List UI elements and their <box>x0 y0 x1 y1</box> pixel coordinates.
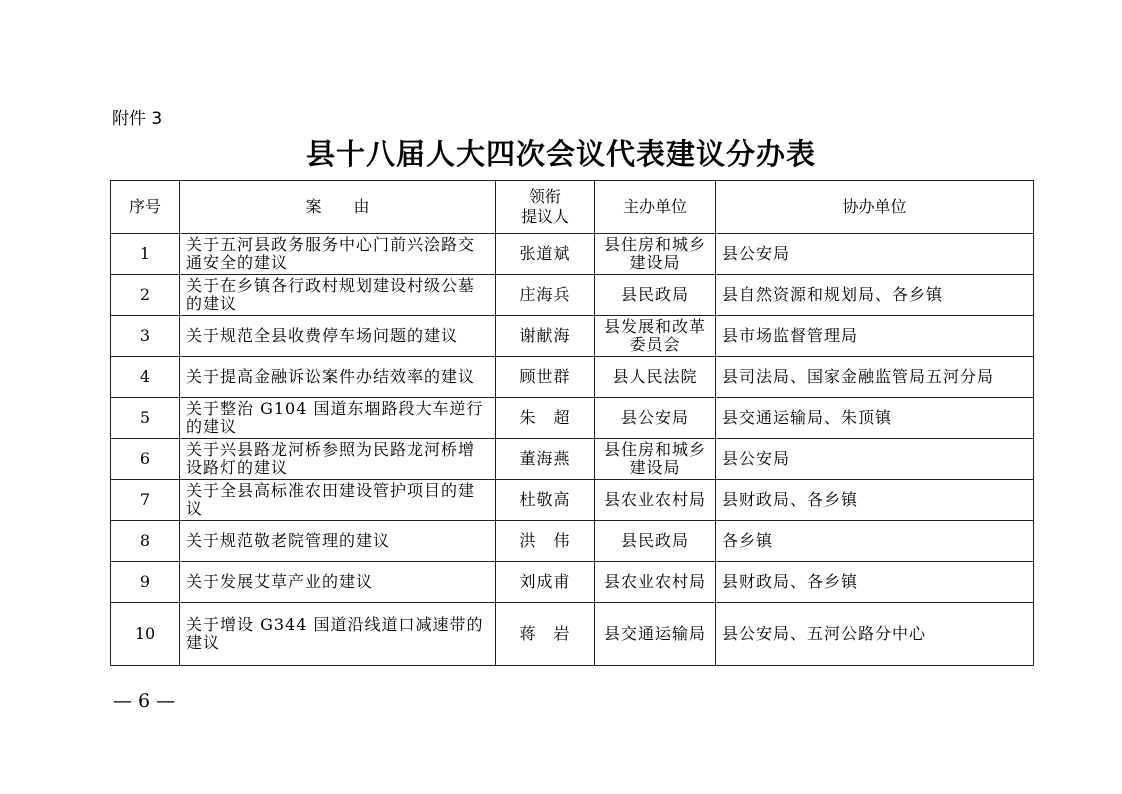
row-no: 5 <box>111 398 180 439</box>
header-assist-unit: 协办单位 <box>716 181 1034 234</box>
row-lead-unit: 县公安局 <box>595 398 716 439</box>
row-proposer: 杜敬高 <box>496 480 595 521</box>
row-assist-unit: 县公安局 <box>716 234 1034 275</box>
row-proposer: 蒋 岩 <box>496 603 595 666</box>
row-reason: 关于增设 G344 国道沿线道口减速带的建议 <box>180 603 496 666</box>
row-proposer: 顾世群 <box>496 357 595 398</box>
row-lead-unit: 县农业农村局 <box>595 480 716 521</box>
table-header-row <box>111 181 1034 234</box>
row-no: 9 <box>111 562 180 603</box>
header-lead-unit: 主办单位 <box>595 181 716 234</box>
row-proposer: 庄海兵 <box>496 275 595 316</box>
row-assist-unit: 各乡镇 <box>716 521 1034 562</box>
table-row <box>111 234 1034 275</box>
row-no: 7 <box>111 480 180 521</box>
row-lead-unit: 县人民法院 <box>595 357 716 398</box>
row-no: 8 <box>111 521 180 562</box>
table-row <box>111 521 1034 562</box>
table-row <box>111 562 1034 603</box>
row-assist-unit: 县司法局、国家金融监管局五河分局 <box>716 357 1034 398</box>
row-proposer: 董海燕 <box>496 439 595 480</box>
row-lead-unit: 县农业农村局 <box>595 562 716 603</box>
row-no: 2 <box>111 275 180 316</box>
row-assist-unit: 县市场监督管理局 <box>716 316 1034 357</box>
header-proposer-line1: 领衔 <box>528 187 561 206</box>
row-lead-unit: 县交通运输局 <box>595 603 716 666</box>
table-row <box>111 603 1034 666</box>
row-lead-unit: 县发展和改革委员会 <box>595 316 716 357</box>
row-proposer: 朱 超 <box>496 398 595 439</box>
header-reason: 案 由 <box>180 181 496 234</box>
table-row <box>111 316 1034 357</box>
row-no: 6 <box>111 439 180 480</box>
row-proposer: 张道斌 <box>496 234 595 275</box>
proposal-assignment-table <box>110 180 1034 666</box>
row-assist-unit: 县自然资源和规划局、各乡镇 <box>716 275 1034 316</box>
row-assist-unit: 县财政局、各乡镇 <box>716 480 1034 521</box>
row-lead-unit: 县民政局 <box>595 521 716 562</box>
row-reason: 关于五河县政务服务中心门前兴浍路交通安全的建议 <box>180 234 496 275</box>
table-row <box>111 439 1034 480</box>
attachment-label: 附件 3 <box>112 109 163 129</box>
row-reason: 关于整治 G104 国道东堌路段大车逆行的建议 <box>180 398 496 439</box>
row-lead-unit: 县住房和城乡建设局 <box>595 234 716 275</box>
row-reason: 关于全县高标准农田建设管护项目的建议 <box>180 480 496 521</box>
row-reason: 关于规范敬老院管理的建议 <box>180 521 496 562</box>
row-assist-unit: 县交通运输局、朱顶镇 <box>716 398 1034 439</box>
row-no: 4 <box>111 357 180 398</box>
row-reason: 关于规范全县收费停车场问题的建议 <box>180 316 496 357</box>
row-reason: 关于发展艾草产业的建议 <box>180 562 496 603</box>
document-title: 县十八届人大四次会议代表建议分办表 <box>305 137 816 171</box>
row-reason: 关于在乡镇各行政村规划建设村级公墓的建议 <box>180 275 496 316</box>
row-assist-unit: 县公安局、五河公路分中心 <box>716 603 1034 666</box>
page-number: — 6 — <box>113 690 176 712</box>
row-assist-unit: 县财政局、各乡镇 <box>716 562 1034 603</box>
row-no: 1 <box>111 234 180 275</box>
header-no: 序号 <box>111 181 180 234</box>
table-row <box>111 398 1034 439</box>
row-reason: 关于兴县路龙河桥参照为民路龙河桥增设路灯的建议 <box>180 439 496 480</box>
row-reason: 关于提高金融诉讼案件办结效率的建议 <box>180 357 496 398</box>
row-no: 10 <box>111 603 180 666</box>
table-row <box>111 357 1034 398</box>
row-lead-unit: 县民政局 <box>595 275 716 316</box>
table-row <box>111 275 1034 316</box>
header-proposer <box>496 181 595 234</box>
table-row <box>111 480 1034 521</box>
header-proposer-line2: 提议人 <box>520 207 569 226</box>
row-no: 3 <box>111 316 180 357</box>
row-proposer: 刘成甫 <box>496 562 595 603</box>
row-assist-unit: 县公安局 <box>716 439 1034 480</box>
row-proposer: 洪 伟 <box>496 521 595 562</box>
row-lead-unit: 县住房和城乡建设局 <box>595 439 716 480</box>
row-proposer: 谢献海 <box>496 316 595 357</box>
